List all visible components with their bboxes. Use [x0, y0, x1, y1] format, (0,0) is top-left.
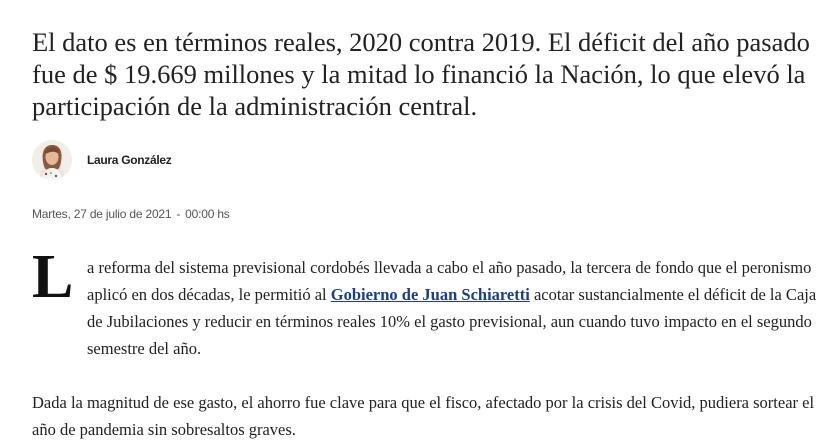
publish-date [32, 207, 230, 221]
author-avatar-icon[interactable] [32, 140, 72, 180]
author-name[interactable]: Laura González [87, 153, 172, 167]
paragraph-1-text-start: a reforma del sistema previsional cordobés llevada a cabo el año pasado, la tercera de fondo que el peronismo aplicó en dos décadas, le permitió al [87, 258, 812, 304]
drop-cap: L [32, 243, 74, 311]
paragraph-1-text-end: acotar sustancialmente el déficit de la Caja de Jubilaciones y reducir en términos reales 10% el gasto previsional, aun cuando tuvo impacto en el segundo semestre del año. [87, 285, 817, 358]
gobierno-schiaretti-link[interactable]: Gobierno de Juan Schiaretti [330, 285, 530, 304]
paragraph-1 [32, 243, 824, 362]
date-separator: - [176, 207, 181, 221]
date-text: Martes, 27 de julio de 2021 [32, 207, 172, 221]
author-byline[interactable] [32, 139, 172, 181]
time-text: 00:00 hs [185, 207, 230, 221]
paragraph-2: Dada la magnitud de ese gasto, el ahorro fue clave para que el fisco, afectado por la crisis del Covid, pudiera sortear el año de pandemia sin sobresaltos graves. [32, 393, 815, 439]
article-subtitle: El dato es en términos reales, 2020 contra 2019. El déficit del año pasado fue de $ 19.669 millones y la mitad lo financió la Nación, lo que elevó la participación de la administración central. [32, 27, 810, 121]
article-body [32, 243, 824, 443]
